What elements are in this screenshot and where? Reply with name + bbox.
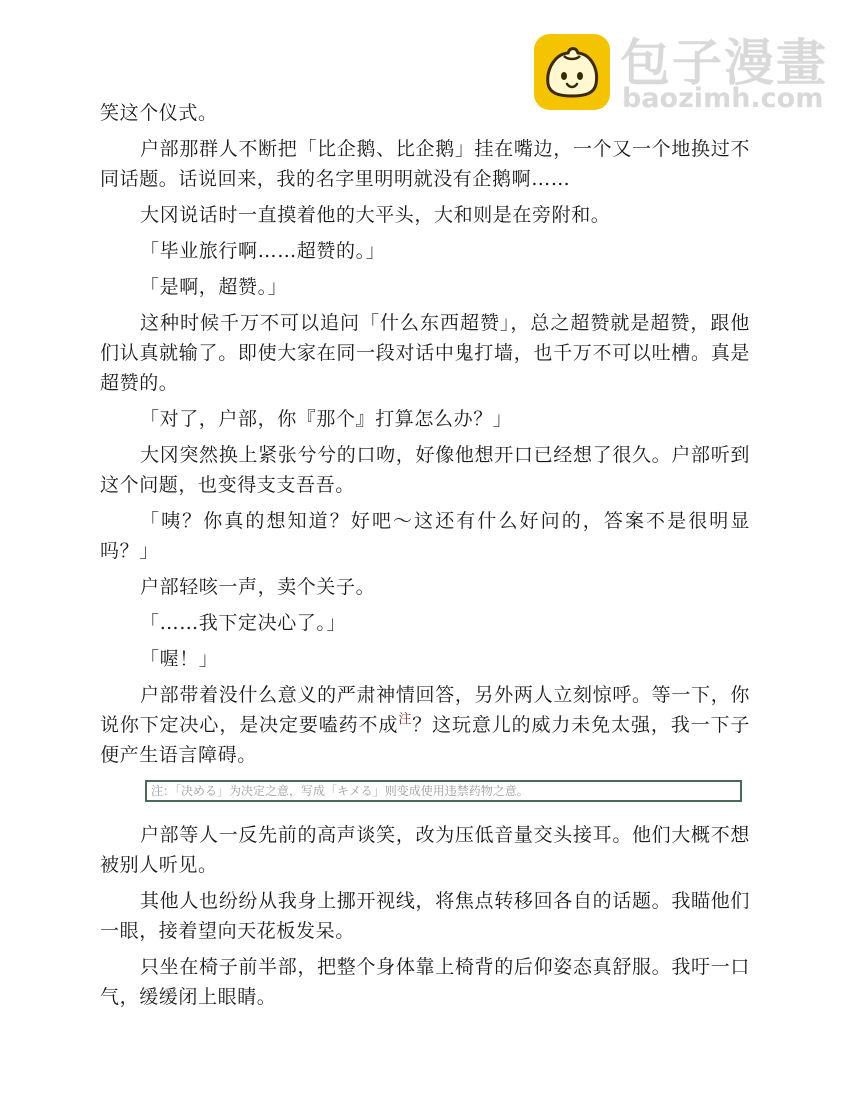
paragraph: 大冈说话时一直摸着他的大平头，大和则是在旁附和。 [140,204,611,226]
dialogue-line: 「对了，户部，你『那个』打算怎么办？」 [140,408,513,430]
paragraph-text: 户部带着没什么意义的严肃神情回答，另外两人立刻惊呼。等一下，你说你下定决心，是决定要嗑药不成 [100,684,750,736]
dialogue-line: 「毕业旅行啊……超赞的。」 [140,240,386,262]
watermark-domain: baozimh.com [622,83,824,114]
paragraph: 笑这个仪式。 [100,102,218,124]
paragraph: 其他人也纷纷从我身上挪开视线，将焦点转移回各自的话题。我瞄他们一眼，接着望向天花板发呆。 [100,890,750,942]
paragraph: 户部那群人不断把「比企鹅、比企鹅」挂在嘴边，一个又一个地换过不同话题。话说回来，我的名字里明明就没有企鹅啊…… [100,138,750,190]
footnote-marker[interactable]: 注 [398,712,413,727]
paragraph: 大冈突然换上紧张兮兮的口吻，好像他想开口已经想了很久。户部听到这个问题，也变得支支吾吾。 [100,444,750,496]
paragraph: 这种时候千万不可以追问「什么东西超赞」，总之超赞就是超赞，跟他们认真就输了。即使大家在同一段对话中鬼打墙，也千万不可以吐槽。真是超赞的。 [100,312,750,394]
paragraph: 户部轻咳一声，卖个关子。 [140,576,376,598]
dialogue-line: 「……我下定决心了。」 [140,612,347,634]
paragraph: 只坐在椅子前半部，把整个身体靠上椅背的后仰姿态真舒服。我吁一口气，缓缓闭上眼睛。 [100,956,750,1008]
paragraph-text: ？这玩意儿的威力未免太强，我一下子便产生语言障碍。 [100,714,750,766]
dialogue-line: 「是啊，超赞。」 [140,276,288,298]
dialogue-line: 「咦？你真的想知道？好吧～这还有什么好问的，答案不是很明显吗？」 [100,510,750,562]
footnote-box: 注：「决める」为决定之意，写成「キメる」则变成使用违禁药物之意。 [145,780,742,802]
paragraph: 户部等人一反先前的高声谈笑，改为压低音量交头接耳。他们大概不想被别人听见。 [100,824,750,876]
paragraph-with-note [100,680,750,770]
novel-page [100,98,750,1018]
dialogue-line: 「喔！」 [140,648,219,670]
watermark-title: 包子漫畫 [620,34,828,92]
